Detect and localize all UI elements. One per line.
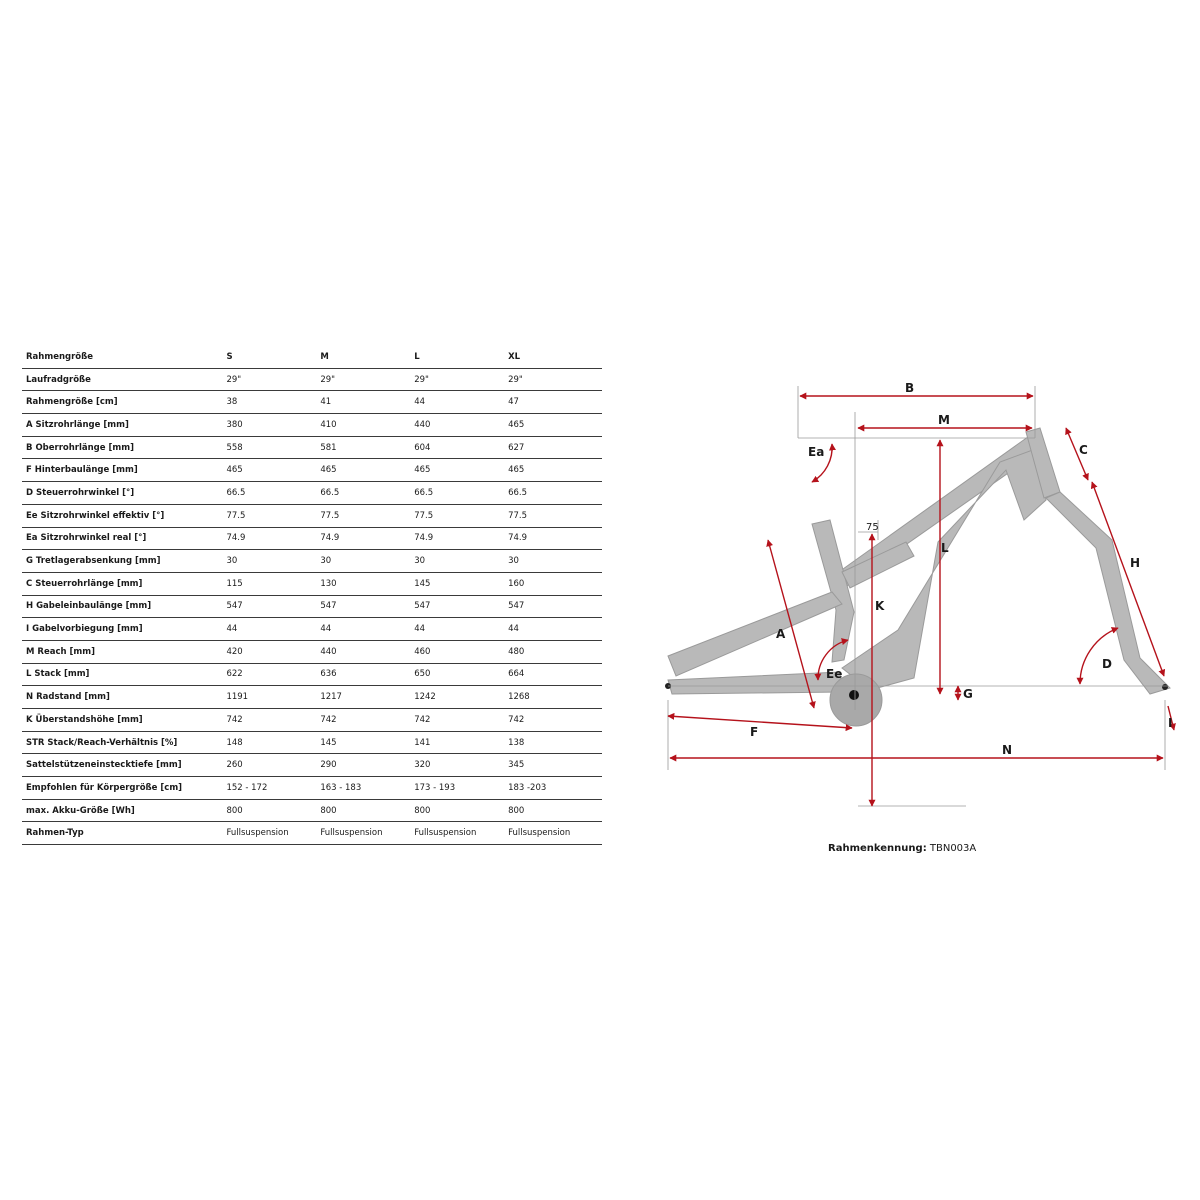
row-value: 148	[226, 731, 320, 754]
row-value: Fullsuspension	[226, 822, 320, 845]
label-D: D	[1102, 657, 1112, 671]
row-value: 74.9	[414, 527, 508, 550]
row-value: 627	[508, 436, 602, 459]
geometry-table	[22, 346, 602, 845]
row-label: K Überstandshöhe [mm]	[22, 709, 226, 732]
row-value: 800	[320, 799, 414, 822]
row-value: 465	[226, 459, 320, 482]
table-row	[22, 368, 602, 391]
row-value: Fullsuspension	[508, 822, 602, 845]
table-row	[22, 777, 602, 800]
row-value: 30	[226, 550, 320, 573]
row-value: 1217	[320, 686, 414, 709]
reference-lines	[668, 386, 1168, 806]
table-row	[22, 799, 602, 822]
label-N: N	[1002, 743, 1013, 757]
row-value: Fullsuspension	[414, 822, 508, 845]
row-value: 183 -203	[508, 777, 602, 800]
table-header-row	[22, 346, 602, 368]
row-value: 152 - 172	[226, 777, 320, 800]
row-value: 604	[414, 436, 508, 459]
frame-id-caption	[828, 843, 976, 854]
row-value: 465	[508, 459, 602, 482]
row-value: 1242	[414, 686, 508, 709]
row-value: 38	[226, 391, 320, 414]
row-value: 29"	[508, 368, 602, 391]
table-row	[22, 572, 602, 595]
row-value: 74.9	[320, 527, 414, 550]
row-value: 74.9	[226, 527, 320, 550]
motor-housing	[830, 674, 882, 726]
header-cell-size: M	[320, 346, 414, 368]
row-label: L Stack [mm]	[22, 663, 226, 686]
row-value: Fullsuspension	[320, 822, 414, 845]
row-value: 44	[508, 618, 602, 641]
row-value: 74.9	[508, 527, 602, 550]
table-row	[22, 550, 602, 573]
header-cell-label: Rahmengröße	[22, 346, 226, 368]
row-label: B Oberrohrlänge [mm]	[22, 436, 226, 459]
row-value: 138	[508, 731, 602, 754]
row-value: 66.5	[320, 482, 414, 505]
table-row	[22, 527, 602, 550]
seat-stay-shape	[668, 592, 842, 676]
table-row	[22, 391, 602, 414]
row-value: 345	[508, 754, 602, 777]
row-label: A Sitzrohrlänge [mm]	[22, 414, 226, 437]
row-value: 41	[320, 391, 414, 414]
table-row	[22, 822, 602, 845]
row-value: 465	[508, 414, 602, 437]
row-value: 547	[508, 595, 602, 618]
row-value: 29"	[320, 368, 414, 391]
bottom-bracket-dot	[849, 690, 859, 700]
row-value: 380	[226, 414, 320, 437]
label-Ea: Ea	[808, 445, 825, 459]
table-row	[22, 482, 602, 505]
row-value: 77.5	[320, 504, 414, 527]
row-label: max. Akku-Größe [Wh]	[22, 799, 226, 822]
row-label: I Gabelvorbiegung [mm]	[22, 618, 226, 641]
row-value: 66.5	[414, 482, 508, 505]
row-value: 145	[414, 572, 508, 595]
row-value: 290	[320, 754, 414, 777]
row-value: 742	[320, 709, 414, 732]
row-value: 742	[226, 709, 320, 732]
row-label: N Radstand [mm]	[22, 686, 226, 709]
label-75: 75	[866, 522, 879, 533]
row-value: 420	[226, 640, 320, 663]
row-value: 800	[414, 799, 508, 822]
row-label: Laufradgröße	[22, 368, 226, 391]
table-row	[22, 640, 602, 663]
front-axle-dot	[1162, 684, 1168, 690]
row-value: 547	[320, 595, 414, 618]
label-K: K	[875, 599, 885, 613]
row-value: 173 - 193	[414, 777, 508, 800]
table-row	[22, 504, 602, 527]
row-label: F Hinterbaulänge [mm]	[22, 459, 226, 482]
row-label: C Steuerrohrlänge [mm]	[22, 572, 226, 595]
row-value: 465	[414, 459, 508, 482]
row-value: 742	[508, 709, 602, 732]
row-value: 1268	[508, 686, 602, 709]
label-A: A	[776, 627, 786, 641]
row-value: 800	[508, 799, 602, 822]
row-value: 260	[226, 754, 320, 777]
row-value: 547	[414, 595, 508, 618]
row-value: 581	[320, 436, 414, 459]
header-cell-size: L	[414, 346, 508, 368]
label-C: C	[1079, 443, 1088, 457]
row-value: 320	[414, 754, 508, 777]
table-row	[22, 709, 602, 732]
table-row	[22, 436, 602, 459]
row-value: 558	[226, 436, 320, 459]
row-value: 480	[508, 640, 602, 663]
row-value: 141	[414, 731, 508, 754]
table-row	[22, 686, 602, 709]
row-value: 636	[320, 663, 414, 686]
chain-stay-shape	[668, 672, 842, 694]
row-label: H Gabeleinbaulänge [mm]	[22, 595, 226, 618]
row-value: 44	[320, 618, 414, 641]
row-label: D Steuerrohrwinkel [°]	[22, 482, 226, 505]
row-value: 29"	[414, 368, 508, 391]
row-value: 47	[508, 391, 602, 414]
frame-id-label: Rahmenkennung:	[828, 843, 927, 854]
table-row	[22, 731, 602, 754]
row-value: 650	[414, 663, 508, 686]
row-value: 130	[320, 572, 414, 595]
row-label: Sattelstützeneinstecktiefe [mm]	[22, 754, 226, 777]
row-value: 1191	[226, 686, 320, 709]
row-label: Ea Sitzrohrwinkel real [°]	[22, 527, 226, 550]
label-I: I	[1168, 716, 1173, 730]
row-value: 440	[414, 414, 508, 437]
row-value: 66.5	[508, 482, 602, 505]
dim-F	[668, 716, 852, 728]
bike-frame	[665, 428, 1170, 726]
frame-geometry-diagram	[640, 370, 1200, 850]
row-label: G Tretlagerabsenkung [mm]	[22, 550, 226, 573]
row-value: 115	[226, 572, 320, 595]
header-cell-size: XL	[508, 346, 602, 368]
row-value: 622	[226, 663, 320, 686]
table-row	[22, 595, 602, 618]
row-value: 547	[226, 595, 320, 618]
table-row	[22, 663, 602, 686]
table-row	[22, 754, 602, 777]
label-H: H	[1130, 556, 1141, 570]
row-value: 29"	[226, 368, 320, 391]
row-value: 30	[508, 550, 602, 573]
row-label: STR Stack/Reach-Verhältnis [%]	[22, 731, 226, 754]
row-value: 145	[320, 731, 414, 754]
row-value: 44	[414, 391, 508, 414]
row-label: Ee Sitzrohrwinkel effektiv [°]	[22, 504, 226, 527]
row-label: M Reach [mm]	[22, 640, 226, 663]
row-label: Empfohlen für Körpergröße [cm]	[22, 777, 226, 800]
row-value: 664	[508, 663, 602, 686]
label-G: G	[963, 687, 973, 701]
label-F: F	[750, 725, 759, 739]
row-value: 160	[508, 572, 602, 595]
header-cell-size: S	[226, 346, 320, 368]
row-value: 44	[226, 618, 320, 641]
row-value: 66.5	[226, 482, 320, 505]
row-value: 742	[414, 709, 508, 732]
row-value: 410	[320, 414, 414, 437]
row-value: 30	[320, 550, 414, 573]
arc-D	[1080, 628, 1118, 684]
table-row	[22, 618, 602, 641]
label-B: B	[905, 381, 915, 395]
row-value: 163 - 183	[320, 777, 414, 800]
row-value: 465	[320, 459, 414, 482]
table-row	[22, 459, 602, 482]
frame-id-value: TBN003A	[929, 843, 977, 854]
label-M: M	[938, 413, 950, 427]
row-value: 44	[414, 618, 508, 641]
row-value: 800	[226, 799, 320, 822]
row-value: 460	[414, 640, 508, 663]
row-value: 77.5	[414, 504, 508, 527]
row-label: Rahmen-Typ	[22, 822, 226, 845]
label-Ee: Ee	[826, 667, 843, 681]
row-value: 77.5	[226, 504, 320, 527]
row-label: Rahmengröße [cm]	[22, 391, 226, 414]
table-row	[22, 414, 602, 437]
row-value: 440	[320, 640, 414, 663]
label-L: L	[941, 541, 949, 555]
row-value: 77.5	[508, 504, 602, 527]
row-value: 30	[414, 550, 508, 573]
